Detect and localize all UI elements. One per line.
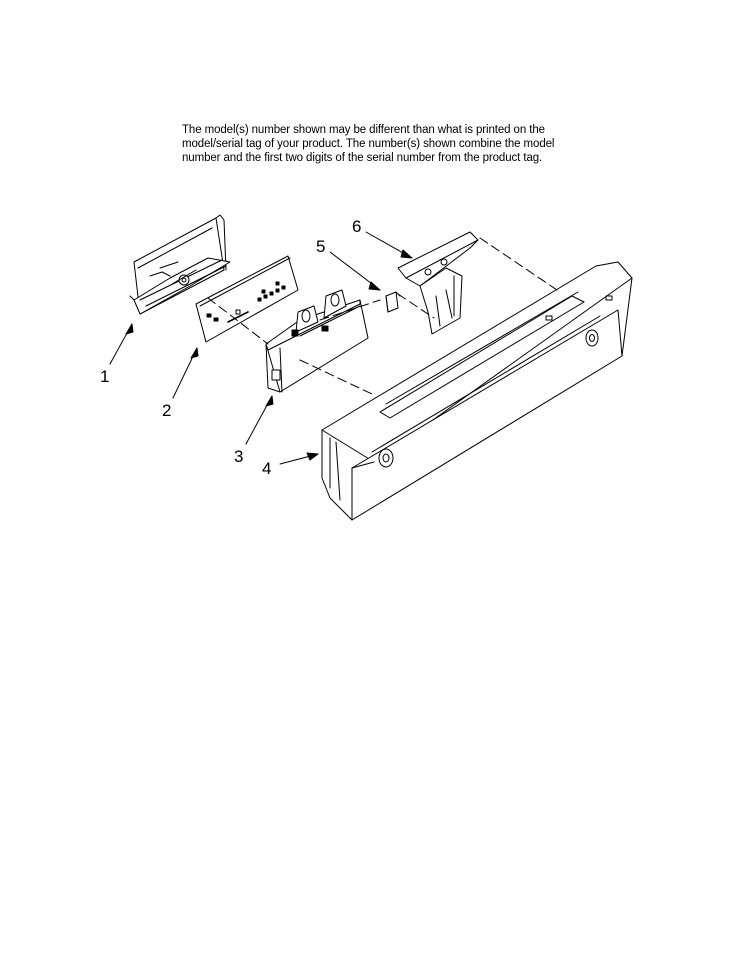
part-3-control-housing — [266, 290, 368, 392]
note-line-2: model/serial tag of your product. The number(s) shown combine the model — [182, 138, 555, 150]
callout-3: 3 — [234, 447, 244, 466]
note-line-1: The model(s) number shown may be different than what is printed on the — [182, 124, 545, 136]
callout-6: 6 — [352, 217, 362, 236]
callout-5: 5 — [316, 237, 326, 256]
note-line-3: number and the first two digits of the serial number from the product tag. — [182, 152, 543, 164]
alignment-lines — [208, 238, 560, 394]
part-6-door-latch — [398, 232, 478, 334]
part-4-console-panel — [322, 262, 632, 520]
callout-2: 2 — [162, 401, 172, 420]
part-5-switch — [386, 292, 400, 312]
callout-1: 1 — [100, 367, 110, 386]
callout-4: 4 — [262, 459, 272, 478]
